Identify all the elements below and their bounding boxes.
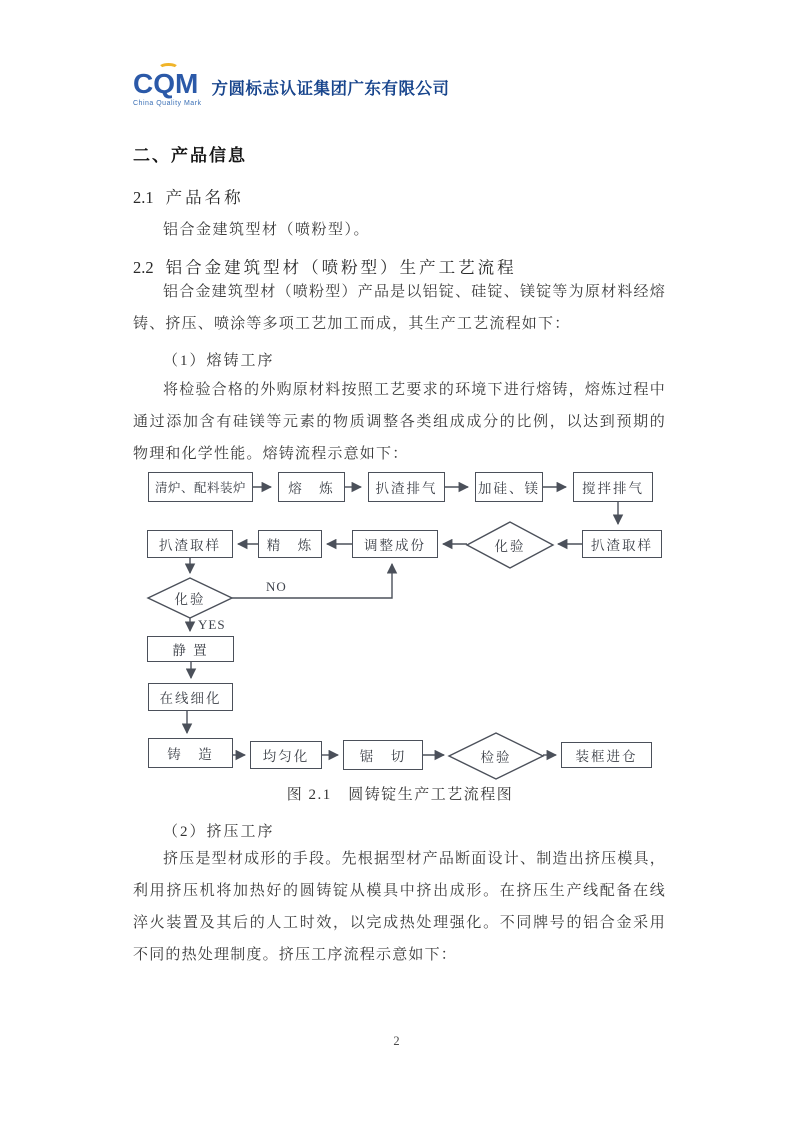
figure-caption: 图 2.1 圆铸锭生产工艺流程图 xyxy=(286,787,514,803)
flow-node-adjust-composition: 调整成份 xyxy=(352,530,438,558)
flow-node-slag-sampling-right: 扒渣取样 xyxy=(582,530,662,558)
subsection-2-1-heading xyxy=(133,184,244,208)
flow-node-casting: 铸 造 xyxy=(148,738,233,768)
extrusion-paragraph: 挤压是型材成形的手段。先根据型材产品断面设计、制造出挤压模具，利用挤压机将加热好的圆铸锭从模具中挤出成形。在挤压生产线配备在线淬火装置及其后的人工时效，以完成热处理强化。不同牌号的铝合金采用不同的热处理制度。挤压工序流程示意如下： xyxy=(133,851,666,963)
flow-branch-no: NO xyxy=(266,579,287,594)
flow-node-slag-degassing: 扒渣排气 xyxy=(368,472,445,502)
step-1-heading: （1）熔铸工序 xyxy=(163,353,275,369)
flow-label-lab-test-2: 化验 xyxy=(174,592,206,607)
cqm-acronym: CQM xyxy=(133,68,199,99)
step-2-heading: （2）挤压工序 xyxy=(163,824,275,840)
flow-label-inspection: 检验 xyxy=(480,750,512,765)
subsection-2-2-number: 2.2 xyxy=(133,258,154,277)
section-heading: 二、产品信息 xyxy=(133,146,247,165)
flow-node-standing: 静 置 xyxy=(147,636,234,662)
subsection-2-1-number: 2.1 xyxy=(133,188,154,207)
flow-node-refining: 精 炼 xyxy=(258,530,322,558)
subsection-2-2-title: 铝合金建筑型材（喷粉型）生产工艺流程 xyxy=(165,258,517,277)
intro-paragraph: 铝合金建筑型材（喷粉型）产品是以铝锭、硅锭、镁锭等为原材料经熔铸、挤压、喷涂等多项工艺加工而成，其生产工艺流程如下： xyxy=(133,284,666,332)
flow-branch-yes: YES xyxy=(198,617,226,632)
cqm-arc-icon xyxy=(158,63,179,74)
flow-node-sawing: 锯 切 xyxy=(343,740,423,770)
subsection-2-1-title: 产品名称 xyxy=(165,188,244,207)
subsection-2-2-heading xyxy=(133,254,517,278)
melting-paragraph: 将检验合格的外购原材料按照工艺要求的环境下进行熔铸，熔炼过程中通过添加含有硅镁等元素的物质调整各类组成成分的比例，以达到预期的物理和化学性能。熔铸流程示意如下： xyxy=(133,382,666,462)
flow-node-slag-sampling-left: 扒渣取样 xyxy=(147,530,233,558)
company-name: 方圆标志认证集团广东有限公司 xyxy=(211,80,450,98)
flow-node-melting: 熔 炼 xyxy=(278,472,345,502)
process-flowchart xyxy=(130,465,670,810)
cqm-logo xyxy=(133,70,450,107)
flow-label-lab-test-1: 化验 xyxy=(494,539,526,554)
flow-node-online-refinement: 在线细化 xyxy=(148,683,233,711)
flow-node-stir-degassing: 搅拌排气 xyxy=(573,472,653,502)
flow-node-clean-furnace: 清炉、配料装炉 xyxy=(148,472,253,502)
flow-node-add-silicon-magnesium: 加硅、镁 xyxy=(475,472,543,502)
product-name-text: 铝合金建筑型材（喷粉型）。 xyxy=(163,222,371,238)
page-number: 2 xyxy=(393,1034,400,1048)
cqm-tagline: China Quality Mark xyxy=(133,100,202,107)
flow-node-homogenization: 均匀化 xyxy=(250,741,322,769)
flow-node-crate-warehouse: 装框进仓 xyxy=(561,742,652,768)
cqm-logo-mark xyxy=(133,70,202,107)
